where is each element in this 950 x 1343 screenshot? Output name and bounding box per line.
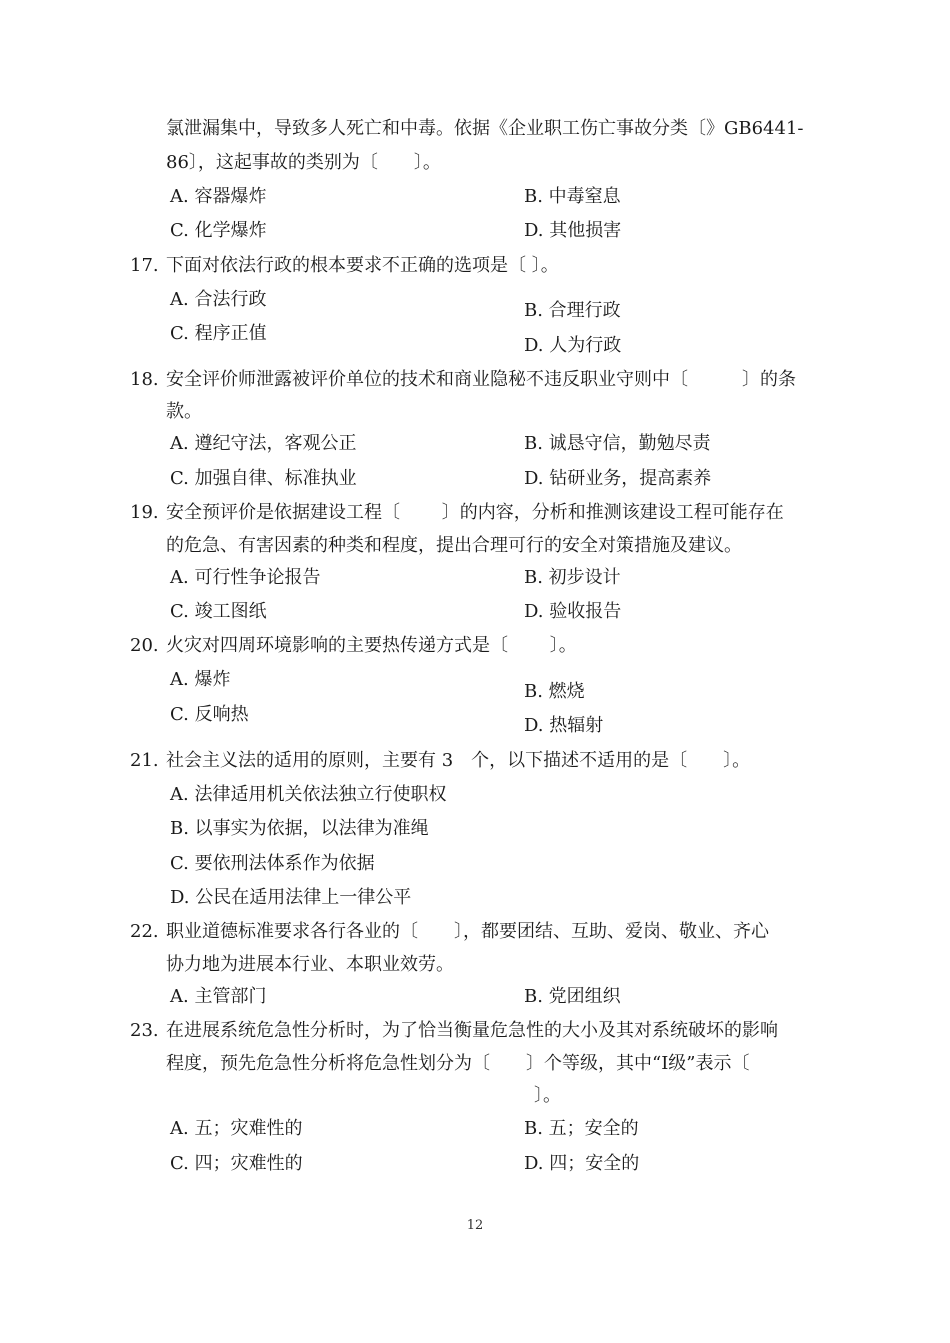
q23-stem-line3: 〕。	[534, 1085, 561, 1106]
q21-option-c: C. 要依刑法体系作为依据	[170, 853, 375, 874]
q22-option-a: A. 主管部门	[170, 986, 267, 1007]
q19-number: 19.	[130, 502, 159, 523]
q19-option-c: C. 竣工图纸	[170, 601, 267, 622]
q21-option-d: D. 公民在适用法律上一律公平	[170, 887, 412, 908]
q22-stem-line1: 职业道德标准要求各行各业的〔 〕，都要团结、互助、爱岗、敬业、齐心	[166, 921, 769, 942]
q18-option-b: B. 诚恳守信，勤勉尽责	[524, 433, 711, 454]
q23-option-d: D. 四；安全的	[524, 1153, 640, 1174]
q17-option-a: A. 合法行政	[170, 289, 267, 310]
q22-number: 22.	[130, 921, 159, 942]
q16-option-a: A. 容器爆炸	[170, 186, 267, 207]
q22-option-b: B. 党团组织	[524, 986, 621, 1007]
q19-option-d: D. 验收报告	[524, 601, 622, 622]
q18-option-d: D. 钻研业务，提高素养	[524, 468, 712, 489]
page-number: 12	[466, 1218, 484, 1233]
q23-option-b: B. 五；安全的	[524, 1118, 639, 1139]
q20-option-b: B. 燃烧	[524, 681, 585, 702]
q21-number: 21.	[130, 750, 159, 771]
q17-number: 17.	[130, 255, 159, 276]
q23-option-a: A. 五；灾难性的	[170, 1118, 303, 1139]
q17-option-d: D. 人为行政	[524, 335, 622, 356]
q23-stem-line1: 在进展系统危急性分析时，为了恰当衡量危急性的大小及其对系统破坏的影响	[166, 1020, 778, 1041]
q17-option-c: C. 程序正值	[170, 323, 267, 344]
q19-option-b: B. 初步设计	[524, 567, 621, 588]
q16-option-d: D. 其他损害	[524, 220, 622, 241]
q17-option-b: B. 合理行政	[524, 300, 621, 321]
q18-option-a: A. 遵纪守法，客观公正	[170, 433, 357, 454]
q21-stem: 社会主义法的适用的原则，主要有 3 个，以下描述不适用的是〔 〕。	[166, 750, 751, 771]
q21-option-a: A. 法律适用机关依法独立行使职权	[170, 784, 447, 805]
q16-option-b: B. 中毒窒息	[524, 186, 621, 207]
q23-number: 23.	[130, 1020, 159, 1041]
q20-option-a: A. 爆炸	[170, 669, 231, 690]
q20-option-d: D. 热辐射	[524, 715, 604, 736]
q20-number: 20.	[130, 635, 159, 656]
q20-option-c: C. 反响热	[170, 704, 249, 725]
q18-stem-line1: 安全评价师泄露被评价单位的技术和商业隐秘不违反职业守则中〔 〕的条	[166, 369, 796, 390]
q18-option-c: C. 加强自律、标准执业	[170, 468, 357, 489]
q19-stem-line1: 安全预评价是依据建设工程〔 〕的内容，分析和推测该建设工程可能存在	[166, 502, 784, 523]
q17-stem: 下面对依法行政的根本要求不正确的选项是〔 〕。	[166, 255, 559, 276]
q16-stem-line2: 86〕，这起事故的类别为〔 〕。	[166, 152, 441, 173]
q23-option-c: C. 四；灾难性的	[170, 1153, 303, 1174]
q23-stem-line2: 程度，预先危急性分析将危急性划分为〔 〕个等级，其中“Ⅰ级”表示〔	[166, 1053, 750, 1074]
q22-stem-line2: 协力地为进展本行业、本职业效劳。	[166, 954, 454, 975]
q19-stem-line2: 的危急、有害因素的种类和程度，提出合理可行的安全对策措施及建议。	[166, 535, 742, 556]
q21-option-b: B. 以事实为依据，以法律为准绳	[170, 818, 429, 839]
q18-stem-line2: 款。	[166, 401, 202, 422]
q19-option-a: A. 可行性争论报告	[170, 567, 321, 588]
q20-stem: 火灾对四周环境影响的主要热传递方式是〔 〕。	[166, 635, 577, 656]
q18-number: 18.	[130, 369, 159, 390]
q16-option-c: C. 化学爆炸	[170, 220, 267, 241]
q16-stem-line1: 氯泄漏集中，导致多人死亡和中毒。依据《企业职工伤亡事故分类〔》GB6441-	[166, 118, 804, 139]
